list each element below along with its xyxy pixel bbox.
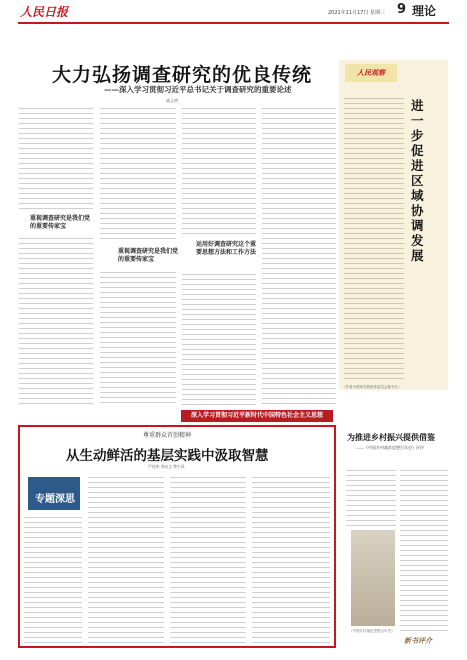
text-column (88, 475, 164, 643)
book-cover-image (351, 530, 395, 626)
text-column (24, 515, 82, 643)
text-column (346, 468, 396, 526)
page-number: 9 (397, 2, 407, 17)
section-subhead: 重视调查研究是我们党的重要传家宝 (30, 215, 91, 230)
issue-date: 2021年11月17日 星期三 (328, 10, 386, 16)
main-article-byline: 戚义明 (166, 98, 178, 103)
text-column (100, 106, 176, 240)
sidebar-column-logo: 人民观察 (345, 64, 397, 82)
text-column (252, 475, 330, 643)
lower-article-title[interactable]: 从生动鲜活的基层实践中汲取智慧 (66, 448, 269, 464)
book-caption: 《中国乡村减贫思想百年史》 (349, 629, 395, 633)
text-column (170, 475, 246, 643)
lower-article-kicker: 尊重群众首创精神 (143, 432, 192, 439)
text-column (262, 106, 336, 406)
main-article-title[interactable]: 大力弘扬调查研究的优良传统 (52, 64, 313, 86)
text-column (182, 106, 256, 234)
text-column (182, 272, 256, 406)
sidebar-author-note: （作者为国家发展改革委员会秘书长） (342, 385, 402, 389)
topic-badge-label: 专题深思 (35, 494, 75, 505)
right-article-subtitle: ——《中国乡村减贫思想百年史》评评 (356, 445, 424, 450)
section-subhead: 重视调查研究是我们党的重要传家宝 (118, 248, 179, 263)
text-column (400, 468, 448, 632)
text-column (19, 106, 93, 210)
section-subhead: 运用好调查研究这个重要思想方法和工作方法 (196, 241, 257, 256)
sidebar-article-title[interactable]: 进一步促进区域协调发展 (411, 98, 424, 263)
masthead-rule (18, 22, 449, 24)
right-article-title[interactable]: 为推进乡村振兴提供借鉴 (347, 432, 435, 442)
main-article-subtitle: ——深入学习贯彻习近平总书记关于调查研究的重要论述 (104, 85, 292, 94)
series-banner: 深入学习贯彻习近平新时代中国特色社会主义思想 (181, 410, 333, 422)
text-column (100, 270, 176, 406)
text-column (19, 236, 93, 406)
lower-article-byline: 严纯华 李向义 曾少凤 (148, 464, 185, 469)
masthead-logo: 人民日报 (20, 5, 69, 19)
text-column (344, 96, 404, 381)
section-name: 理论 (412, 4, 437, 18)
column-tag: 新书评介 (404, 636, 432, 645)
